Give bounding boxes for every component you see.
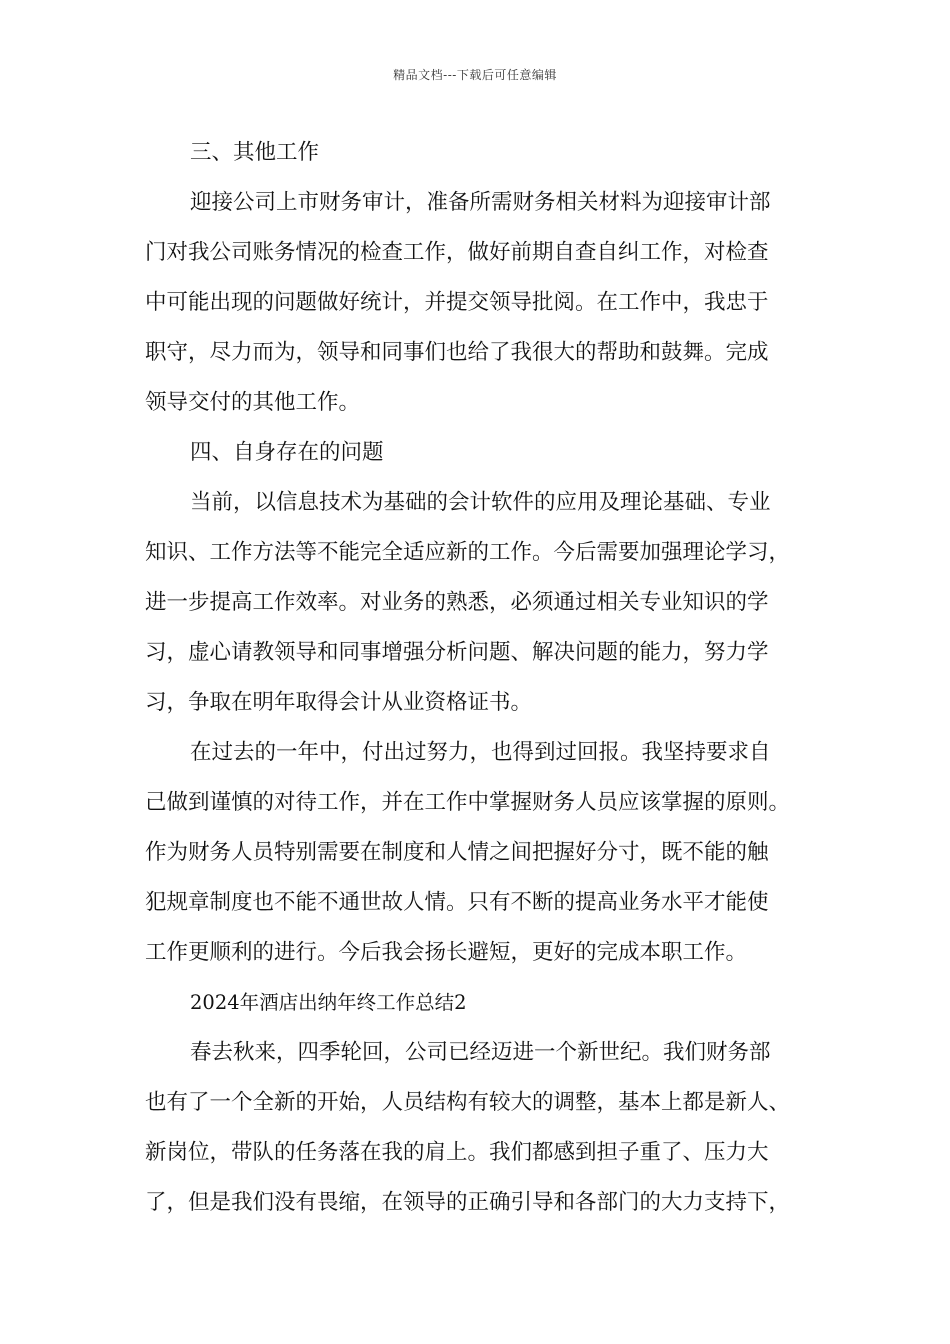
paragraph-line: 习，虚心请教领导和同事增强分析问题、解决问题的能力，努力学	[145, 640, 769, 665]
section-heading-problems: 四、自身存在的问题	[190, 440, 384, 465]
paragraph-line: 迎接公司上市财务审计，准备所需财务相关材料为迎接审计部	[190, 190, 771, 215]
paragraph-line: 作为财务人员特别需要在制度和人情之间把握好分寸，既不能的触	[145, 840, 769, 865]
paragraph-line: 进一步提高工作效率。对业务的熟悉，必须通过相关专业知识的学	[145, 590, 769, 615]
document-title-2: 2024年酒店出纳年终工作总结2	[190, 991, 467, 1014]
paragraph-line: 中可能出现的问题做好统计，并提交领导批阅。在工作中，我忠于	[145, 290, 769, 315]
paragraph-line: 工作更顺利的进行。今后我会扬长避短，更好的完成本职工作。	[145, 940, 748, 965]
paragraph-line: 也有了一个全新的开始，人员结构有较大的调整，基本上都是新人、	[145, 1090, 791, 1115]
paragraph-line: 了，但是我们没有畏缩，在领导的正确引导和各部门的大力支持下，	[145, 1190, 791, 1215]
document-body	[145, 128, 813, 1228]
paragraph-line: 门对我公司账务情况的检查工作，做好前期自查自纠工作，对检查	[145, 240, 769, 265]
paragraph-line: 当前，以信息技术为基础的会计软件的应用及理论基础、专业	[190, 490, 771, 515]
paragraph-line: 职守，尽力而为，领导和同事们也给了我很大的帮助和鼓舞。完成	[145, 340, 769, 365]
paragraph-line: 新岗位，带队的任务落在我的肩上。我们都感到担子重了、压力大	[145, 1140, 769, 1165]
page-header: 精品文档---下载后可任意编辑	[393, 68, 557, 82]
paragraph-line: 在过去的一年中，付出过努力，也得到过回报。我坚持要求自	[190, 740, 771, 765]
paragraph-line: 知识、工作方法等不能完全适应新的工作。今后需要加强理论学习，	[145, 540, 791, 565]
paragraph-line: 犯规章制度也不能不通世故人情。只有不断的提高业务水平才能使	[145, 890, 769, 915]
paragraph-line: 习，争取在明年取得会计从业资格证书。	[145, 690, 533, 715]
section-heading-other-work: 三、其他工作	[190, 140, 320, 165]
paragraph-line: 己做到谨慎的对待工作，并在工作中掌握财务人员应该掌握的原则。	[145, 790, 791, 815]
paragraph-line: 领导交付的其他工作。	[145, 390, 361, 415]
paragraph-line: 春去秋来，四季轮回，公司已经迈进一个新世纪。我们财务部	[190, 1040, 771, 1065]
